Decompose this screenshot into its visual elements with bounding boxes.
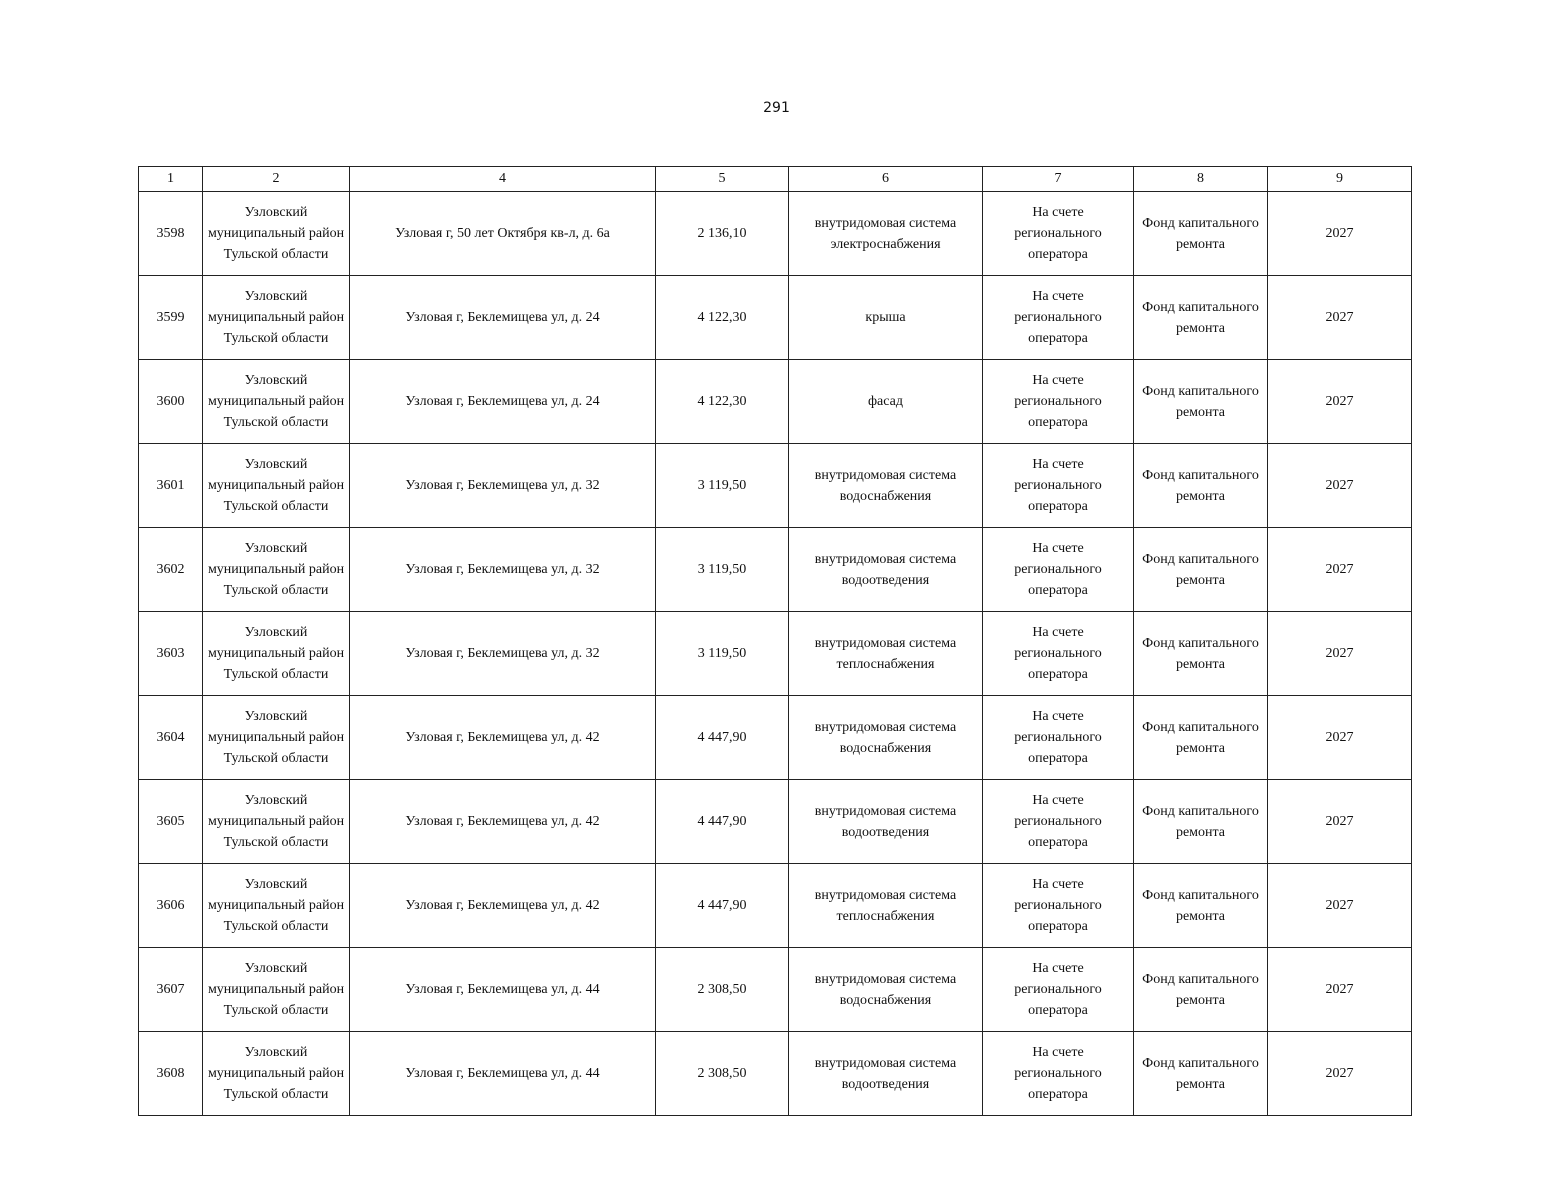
work-type-cell: крыша bbox=[789, 276, 983, 360]
capital-repair-table bbox=[138, 166, 1412, 1116]
funding-source-cell: Фонд капитального ремонта bbox=[1134, 192, 1268, 276]
district-cell: Узловский муниципальный район Тульской области bbox=[203, 276, 350, 360]
column-header: 6 bbox=[789, 167, 983, 192]
table-body bbox=[139, 192, 1412, 1116]
account-cell: На счете регионального оператора bbox=[983, 192, 1134, 276]
address-cell: Узловая г, 50 лет Октября кв-л, д. 6а bbox=[350, 192, 656, 276]
work-type-cell: внутридомовая система теплоснабжения bbox=[789, 864, 983, 948]
row-number-cell: 3599 bbox=[139, 276, 203, 360]
table-row bbox=[139, 360, 1412, 444]
work-type-cell: внутридомовая система водоотведения bbox=[789, 528, 983, 612]
work-type-cell: фасад bbox=[789, 360, 983, 444]
funding-source-cell: Фонд капитального ремонта bbox=[1134, 864, 1268, 948]
district-cell: Узловский муниципальный район Тульской области bbox=[203, 780, 350, 864]
account-cell: На счете регионального оператора bbox=[983, 948, 1134, 1032]
year-cell: 2027 bbox=[1268, 612, 1412, 696]
table-row bbox=[139, 780, 1412, 864]
work-type-cell: внутридомовая система электроснабжения bbox=[789, 192, 983, 276]
area-cell: 2 136,10 bbox=[656, 192, 789, 276]
funding-source-cell: Фонд капитального ремонта bbox=[1134, 780, 1268, 864]
work-type-cell: внутридомовая система водоснабжения bbox=[789, 444, 983, 528]
address-cell: Узловая г, Беклемищева ул, д. 32 bbox=[350, 444, 656, 528]
row-number-cell: 3602 bbox=[139, 528, 203, 612]
funding-source-cell: Фонд капитального ремонта bbox=[1134, 444, 1268, 528]
year-cell: 2027 bbox=[1268, 780, 1412, 864]
year-cell: 2027 bbox=[1268, 276, 1412, 360]
row-number-cell: 3598 bbox=[139, 192, 203, 276]
address-cell: Узловая г, Беклемищева ул, д. 24 bbox=[350, 276, 656, 360]
district-cell: Узловский муниципальный район Тульской области bbox=[203, 192, 350, 276]
column-header: 2 bbox=[203, 167, 350, 192]
address-cell: Узловая г, Беклемищева ул, д. 42 bbox=[350, 864, 656, 948]
address-cell: Узловая г, Беклемищева ул, д. 44 bbox=[350, 1032, 656, 1116]
account-cell: На счете регионального оператора bbox=[983, 696, 1134, 780]
row-number-cell: 3607 bbox=[139, 948, 203, 1032]
area-cell: 2 308,50 bbox=[656, 1032, 789, 1116]
table-row bbox=[139, 444, 1412, 528]
funding-source-cell: Фонд капитального ремонта bbox=[1134, 1032, 1268, 1116]
row-number-cell: 3605 bbox=[139, 780, 203, 864]
area-cell: 4 447,90 bbox=[656, 864, 789, 948]
table-row bbox=[139, 864, 1412, 948]
row-number-cell: 3604 bbox=[139, 696, 203, 780]
year-cell: 2027 bbox=[1268, 696, 1412, 780]
year-cell: 2027 bbox=[1268, 864, 1412, 948]
column-header: 4 bbox=[350, 167, 656, 192]
district-cell: Узловский муниципальный район Тульской области bbox=[203, 948, 350, 1032]
account-cell: На счете регионального оператора bbox=[983, 612, 1134, 696]
table-row bbox=[139, 276, 1412, 360]
work-type-cell: внутридомовая система водоотведения bbox=[789, 780, 983, 864]
year-cell: 2027 bbox=[1268, 192, 1412, 276]
funding-source-cell: Фонд капитального ремонта bbox=[1134, 948, 1268, 1032]
table-row bbox=[139, 696, 1412, 780]
row-number-cell: 3601 bbox=[139, 444, 203, 528]
district-cell: Узловский муниципальный район Тульской области bbox=[203, 444, 350, 528]
column-header: 5 bbox=[656, 167, 789, 192]
address-cell: Узловая г, Беклемищева ул, д. 32 bbox=[350, 528, 656, 612]
account-cell: На счете регионального оператора bbox=[983, 864, 1134, 948]
account-cell: На счете регионального оператора bbox=[983, 276, 1134, 360]
year-cell: 2027 bbox=[1268, 948, 1412, 1032]
area-cell: 3 119,50 bbox=[656, 528, 789, 612]
account-cell: На счете регионального оператора bbox=[983, 1032, 1134, 1116]
table-row bbox=[139, 1032, 1412, 1116]
table-row bbox=[139, 528, 1412, 612]
funding-source-cell: Фонд капитального ремонта bbox=[1134, 696, 1268, 780]
row-number-cell: 3606 bbox=[139, 864, 203, 948]
table-header-row bbox=[139, 167, 1412, 192]
address-cell: Узловая г, Беклемищева ул, д. 42 bbox=[350, 696, 656, 780]
area-cell: 2 308,50 bbox=[656, 948, 789, 1032]
district-cell: Узловский муниципальный район Тульской области bbox=[203, 696, 350, 780]
district-cell: Узловский муниципальный район Тульской области bbox=[203, 528, 350, 612]
year-cell: 2027 bbox=[1268, 360, 1412, 444]
account-cell: На счете регионального оператора bbox=[983, 360, 1134, 444]
district-cell: Узловский муниципальный район Тульской области bbox=[203, 612, 350, 696]
table-row bbox=[139, 612, 1412, 696]
column-header: 8 bbox=[1134, 167, 1268, 192]
funding-source-cell: Фонд капитального ремонта bbox=[1134, 360, 1268, 444]
year-cell: 2027 bbox=[1268, 444, 1412, 528]
account-cell: На счете регионального оператора bbox=[983, 528, 1134, 612]
area-cell: 3 119,50 bbox=[656, 444, 789, 528]
address-cell: Узловая г, Беклемищева ул, д. 24 bbox=[350, 360, 656, 444]
funding-source-cell: Фонд капитального ремонта bbox=[1134, 612, 1268, 696]
address-cell: Узловая г, Беклемищева ул, д. 44 bbox=[350, 948, 656, 1032]
work-type-cell: внутридомовая система теплоснабжения bbox=[789, 612, 983, 696]
work-type-cell: внутридомовая система водоснабжения bbox=[789, 948, 983, 1032]
area-cell: 4 447,90 bbox=[656, 696, 789, 780]
district-cell: Узловский муниципальный район Тульской области bbox=[203, 1032, 350, 1116]
area-cell: 4 447,90 bbox=[656, 780, 789, 864]
area-cell: 3 119,50 bbox=[656, 612, 789, 696]
row-number-cell: 3603 bbox=[139, 612, 203, 696]
area-cell: 4 122,30 bbox=[656, 276, 789, 360]
column-header: 9 bbox=[1268, 167, 1412, 192]
area-cell: 4 122,30 bbox=[656, 360, 789, 444]
work-type-cell: внутридомовая система водоснабжения bbox=[789, 696, 983, 780]
row-number-cell: 3600 bbox=[139, 360, 203, 444]
address-cell: Узловая г, Беклемищева ул, д. 32 bbox=[350, 612, 656, 696]
address-cell: Узловая г, Беклемищева ул, д. 42 bbox=[350, 780, 656, 864]
table-row bbox=[139, 192, 1412, 276]
page-number: 291 bbox=[763, 100, 790, 116]
funding-source-cell: Фонд капитального ремонта bbox=[1134, 276, 1268, 360]
row-number-cell: 3608 bbox=[139, 1032, 203, 1116]
funding-source-cell: Фонд капитального ремонта bbox=[1134, 528, 1268, 612]
work-type-cell: внутридомовая система водоотведения bbox=[789, 1032, 983, 1116]
district-cell: Узловский муниципальный район Тульской области bbox=[203, 864, 350, 948]
year-cell: 2027 bbox=[1268, 528, 1412, 612]
column-header: 1 bbox=[139, 167, 203, 192]
account-cell: На счете регионального оператора bbox=[983, 780, 1134, 864]
table-row bbox=[139, 948, 1412, 1032]
district-cell: Узловский муниципальный район Тульской области bbox=[203, 360, 350, 444]
year-cell: 2027 bbox=[1268, 1032, 1412, 1116]
column-header: 7 bbox=[983, 167, 1134, 192]
account-cell: На счете регионального оператора bbox=[983, 444, 1134, 528]
